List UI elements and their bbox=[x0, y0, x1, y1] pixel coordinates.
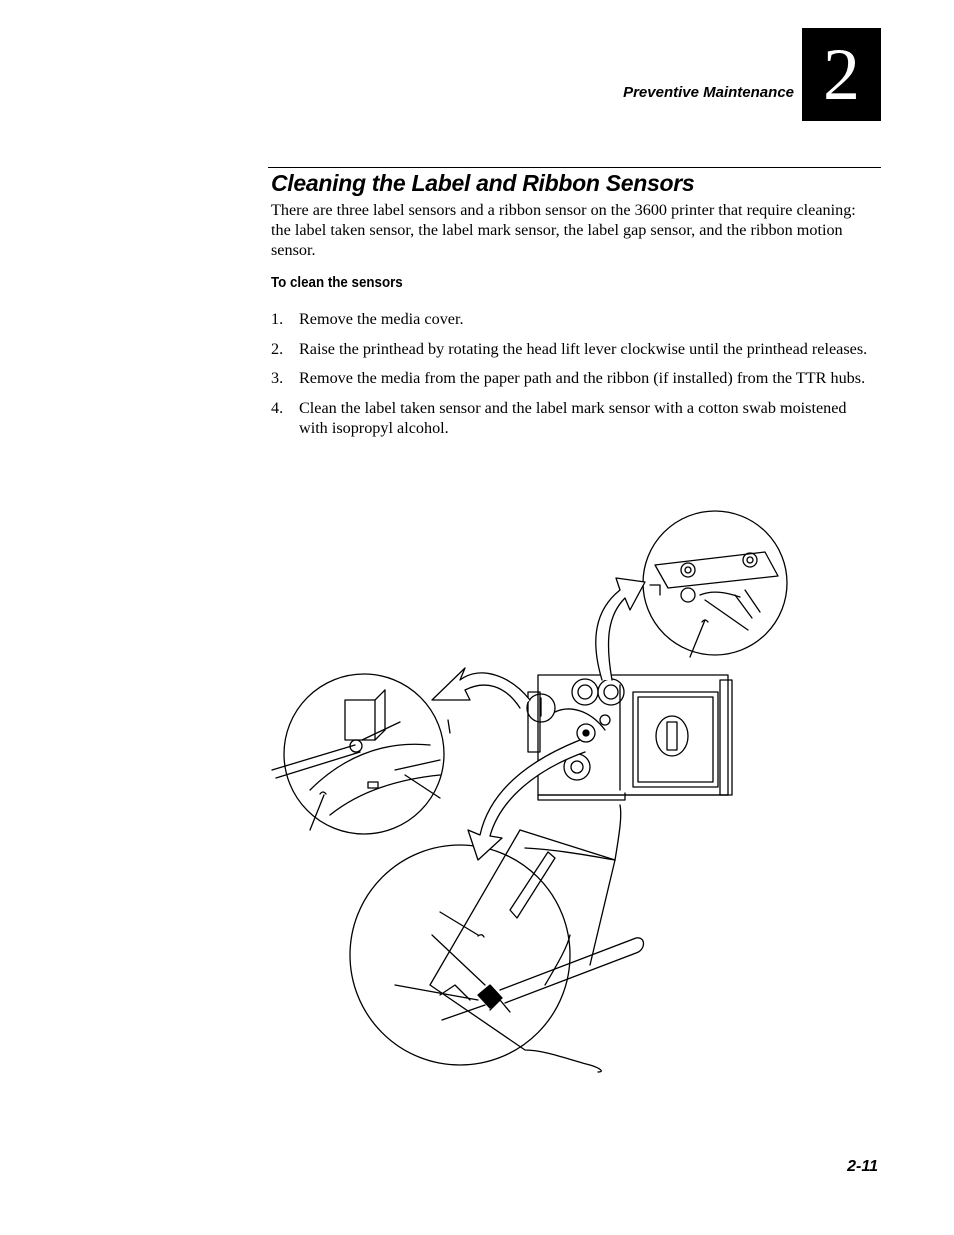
procedure-step bbox=[271, 368, 871, 388]
label-mark-sensor-detail bbox=[350, 805, 644, 1072]
printer-mechanism bbox=[527, 675, 732, 800]
step-text: Remove the media from the paper path and the ribbon (if installed) from the TTR hubs. bbox=[299, 369, 866, 387]
section-divider bbox=[268, 167, 881, 168]
procedure-step bbox=[271, 398, 871, 438]
step-text: Raise the printhead by rotating the head lift lever clockwise until the printhead releases. bbox=[299, 339, 868, 358]
procedure-steps bbox=[271, 309, 871, 447]
printer-sensor-cleaning-diagram bbox=[270, 500, 810, 1090]
step-text: Remove the media cover. bbox=[299, 310, 464, 328]
procedure-subheading: To clean the sensors bbox=[271, 275, 403, 291]
section-heading: Cleaning the Label and Ribbon Sensors bbox=[271, 170, 695, 196]
page-number: 2-11 bbox=[847, 1158, 878, 1175]
step-number: 2. bbox=[271, 339, 284, 358]
chapter-number-tab: 2 bbox=[802, 28, 881, 121]
label-taken-sensor-detail bbox=[272, 674, 450, 834]
procedure-step bbox=[271, 339, 871, 359]
intro-paragraph: There are three label sensors and a ribbon sensor on the 3600 printer that require cleaning: the label taken sensor, the label mark sensor, the label gap sensor, and the ribbon motion sensor. bbox=[271, 201, 856, 259]
callout-arrow-upper bbox=[596, 578, 645, 680]
ribbon-sensor-detail bbox=[643, 511, 787, 657]
step-text: Clean the label taken sensor and the label mark sensor with a cotton swab moistened with isopropyl alcohol. bbox=[299, 398, 847, 437]
procedure-step bbox=[271, 309, 871, 329]
step-number: 4. bbox=[271, 398, 284, 417]
callout-arrow-left bbox=[432, 668, 530, 708]
step-number: 3. bbox=[271, 369, 284, 387]
step-number: 1. bbox=[271, 310, 284, 328]
running-header-title: Preventive Maintenance bbox=[623, 84, 794, 101]
